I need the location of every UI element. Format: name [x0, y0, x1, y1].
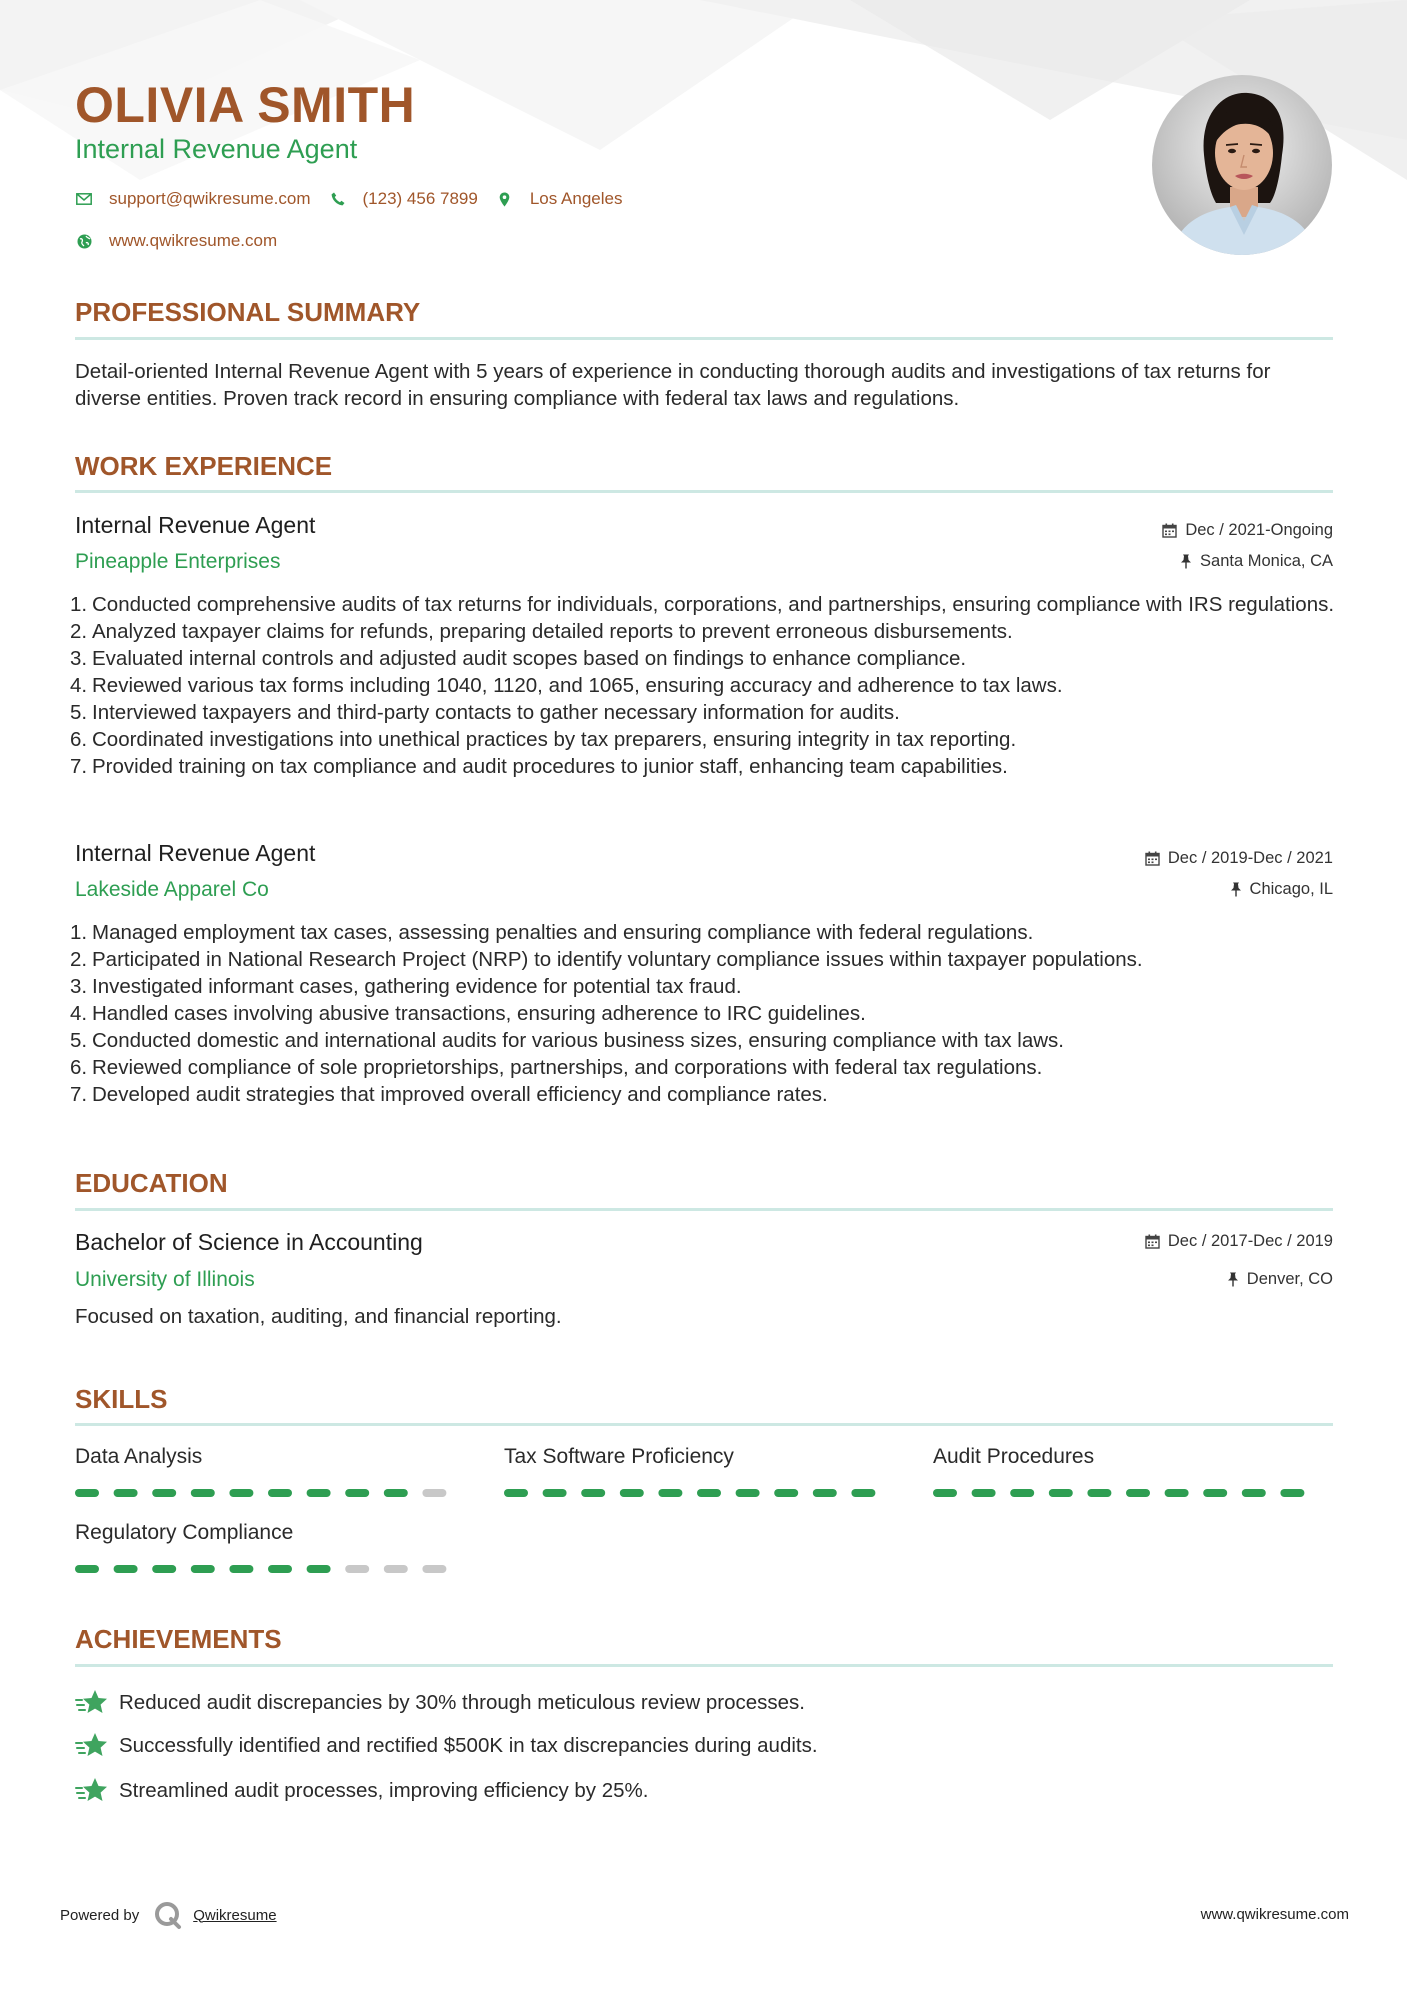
pin-icon [1227, 1272, 1239, 1287]
job-location [1180, 552, 1333, 571]
section-divider [75, 1664, 1333, 1667]
list-item: 5. Interviewed taxpayers and third-party contacts to gather necessary information for audits. [70, 701, 900, 724]
skill-level-bar [75, 1489, 455, 1497]
star-icon [75, 1688, 109, 1718]
skill-segment-filled [1126, 1489, 1150, 1497]
list-item: 4. Handled cases involving abusive transactions, ensuring adherence to IRC guidelines. [70, 1002, 866, 1025]
job-company: Pineapple Enterprises [75, 550, 281, 573]
experience-heading: WORK EXPERIENCE [75, 451, 333, 481]
skill-segment-filled [1087, 1489, 1111, 1497]
skill-segment-filled [307, 1489, 331, 1497]
skill-segment-filled [1165, 1489, 1189, 1497]
calendar-icon [1145, 851, 1160, 866]
globe-icon [75, 232, 93, 250]
skill-segment-filled [933, 1489, 957, 1497]
website-contact[interactable] [75, 231, 277, 251]
map-marker-icon [496, 190, 514, 208]
calendar-icon [1145, 1234, 1160, 1249]
section-divider [75, 490, 1333, 493]
education-location [1227, 1270, 1333, 1289]
calendar-icon [1162, 523, 1177, 538]
email-contact[interactable] [75, 189, 311, 209]
envelope-icon [75, 190, 93, 208]
summary-text: Detail-oriented Internal Revenue Agent with 5 years of experience in conducting thorough audits and investigations of tax returns for diverse entities. Proven track record in ensuring compliance with federal tax laws and regulations. [75, 360, 1271, 410]
skill-segment-filled [229, 1565, 253, 1573]
list-item: 7. Provided training on tax compliance and audit procedures to junior staff, enhancing team capabilities. [70, 755, 1008, 778]
job-responsibilities [70, 591, 1338, 780]
list-item: 6. Coordinated investigations into unethical practices by tax preparers, ensuring integrity in tax reporting. [70, 728, 1017, 751]
skill-name: Tax Software Proficiency [504, 1445, 734, 1468]
website-row [75, 231, 295, 251]
list-item: 7. Developed audit strategies that improved overall efficiency and compliance rates. [70, 1083, 828, 1106]
list-item: 2. Analyzed taxpayer claims for refunds, preparing detailed reports to prevent erroneous disbursements. [70, 620, 1013, 643]
skill-segment-filled [774, 1489, 798, 1497]
skill-segment-empty [422, 1565, 446, 1573]
skill-segment-filled [543, 1489, 567, 1497]
list-item: 1. Conducted comprehensive audits of tax returns for individuals, corporations, and partnerships, ensuring compliance with IRS regulations. [70, 593, 1335, 616]
education-description: Focused on taxation, auditing, and financial reporting. [75, 1305, 562, 1328]
skill-segment-filled [191, 1565, 215, 1573]
candidate-name: OLIVIA SMITH [75, 77, 416, 133]
skill-segment-filled [813, 1489, 837, 1497]
skill-segment-filled [1010, 1489, 1034, 1497]
skill-segment-filled [75, 1489, 99, 1497]
star-icon [75, 1776, 109, 1806]
skill-segment-filled [114, 1489, 138, 1497]
skill-segment-filled [152, 1489, 176, 1497]
section-divider [75, 1423, 1333, 1426]
skill-level-bar [504, 1489, 884, 1497]
skill-segment-filled [658, 1489, 682, 1497]
education-location-text: Denver, CO [1246, 1270, 1333, 1288]
email-text: support@qwikresume.com [109, 189, 311, 208]
location-contact [496, 189, 623, 209]
job-location [1230, 880, 1333, 899]
section-divider [75, 337, 1333, 340]
skill-level-bar [75, 1565, 455, 1573]
job-company: Lakeside Apparel Co [75, 878, 269, 901]
skill-segment-filled [1280, 1489, 1304, 1497]
skill-segment-filled [1242, 1489, 1266, 1497]
job-dates-text: Dec / 2021-Ongoing [1185, 521, 1333, 539]
school-name: University of Illinois [75, 1268, 255, 1291]
list-item: 4. Reviewed various tax forms including 1040, 1120, and 1065, ensuring accuracy and adherence to tax laws. [70, 674, 1063, 697]
job-dates-text: Dec / 2019-Dec / 2021 [1167, 849, 1333, 867]
list-item: 6. Reviewed compliance of sole proprietorships, partnerships, and corporations with federal tax regulations. [70, 1056, 1043, 1079]
list-item: 3. Investigated informant cases, gathering evidence for potential tax fraud. [70, 975, 742, 998]
skill-name: Regulatory Compliance [75, 1521, 294, 1544]
profile-photo [1152, 75, 1332, 255]
skill-segment-filled [114, 1565, 138, 1573]
skill-regulatory-compliance [75, 1521, 455, 1545]
powered-by-text: Powered by [60, 1906, 140, 1924]
skill-segment-filled [620, 1489, 644, 1497]
job-dates [1162, 521, 1333, 540]
qwikresume-link[interactable]: Qwikresume [193, 1906, 277, 1924]
achievement-item [75, 1731, 818, 1761]
section-divider [75, 1208, 1333, 1211]
skill-segment-filled [229, 1489, 253, 1497]
summary-heading: PROFESSIONAL SUMMARY [75, 297, 421, 327]
skill-segment-filled [1049, 1489, 1073, 1497]
skill-segment-filled [1203, 1489, 1227, 1497]
website-text: www.qwikresume.com [109, 231, 278, 250]
achievement-text: Streamlined audit processes, improving efficiency by 25%. [119, 1779, 649, 1802]
job-location-text: Chicago, IL [1249, 880, 1333, 898]
skill-segment-filled [697, 1489, 721, 1497]
skill-level-bar [933, 1489, 1313, 1497]
skill-segment-filled [307, 1565, 331, 1573]
skill-segment-filled [152, 1565, 176, 1573]
degree-title: Bachelor of Science in Accounting [75, 1229, 423, 1255]
achievement-item [75, 1776, 648, 1806]
achievement-item [75, 1688, 805, 1718]
job-title: Internal Revenue Agent [75, 512, 316, 538]
skill-segment-filled [268, 1565, 292, 1573]
skill-tax-software [504, 1445, 884, 1469]
achievement-text: Reduced audit discrepancies by 30% through meticulous review processes. [119, 1691, 805, 1714]
phone-icon [329, 190, 347, 208]
contact-row [75, 189, 640, 209]
skill-segment-empty [422, 1489, 446, 1497]
location-text: Los Angeles [529, 189, 623, 208]
list-item: 1. Managed employment tax cases, assessing penalties and ensuring compliance with federal regulations. [70, 921, 1034, 944]
job-dates [1145, 849, 1333, 868]
phone-contact[interactable] [329, 189, 478, 209]
qwikresume-logo-icon [153, 1900, 183, 1930]
skill-segment-empty [384, 1565, 408, 1573]
education-dates-text: Dec / 2017-Dec / 2019 [1167, 1232, 1333, 1250]
phone-text: (123) 456 7899 [362, 189, 478, 208]
pin-icon [1230, 882, 1242, 897]
achievement-text: Successfully identified and rectified $500K in tax discrepancies during audits. [119, 1734, 818, 1757]
footer-branding [60, 1900, 277, 1930]
job-location-text: Santa Monica, CA [1200, 552, 1333, 570]
skills-heading: SKILLS [75, 1384, 168, 1414]
job-responsibilities [70, 919, 1338, 1108]
skill-audit-procedures [933, 1445, 1313, 1469]
education-dates [1145, 1232, 1333, 1251]
candidate-title: Internal Revenue Agent [75, 134, 358, 164]
skill-segment-filled [736, 1489, 760, 1497]
skill-name: Audit Procedures [933, 1445, 1095, 1468]
skill-segment-filled [191, 1489, 215, 1497]
skill-name: Data Analysis [75, 1445, 203, 1468]
education-heading: EDUCATION [75, 1168, 228, 1198]
achievements-heading: ACHIEVEMENTS [75, 1624, 282, 1654]
list-item: 3. Evaluated internal controls and adjusted audit scopes based on findings to enhance compliance. [70, 647, 967, 670]
pin-icon [1180, 554, 1192, 569]
skill-segment-filled [851, 1489, 875, 1497]
skill-segment-filled [345, 1489, 369, 1497]
skill-segment-filled [972, 1489, 996, 1497]
skill-segment-filled [581, 1489, 605, 1497]
skill-segment-filled [75, 1565, 99, 1573]
list-item: 5. Conducted domestic and international audits for various business sizes, ensuring compliance with tax laws. [70, 1029, 1064, 1052]
job-title: Internal Revenue Agent [75, 840, 316, 866]
star-icon [75, 1731, 109, 1761]
skill-segment-empty [345, 1565, 369, 1573]
skill-data-analysis [75, 1445, 455, 1469]
footer-website[interactable]: www.qwikresume.com [1200, 1906, 1349, 1923]
skill-segment-filled [384, 1489, 408, 1497]
skill-segment-filled [504, 1489, 528, 1497]
skill-segment-filled [268, 1489, 292, 1497]
list-item: 2. Participated in National Research Project (NRP) to identify voluntary compliance issues within taxpayer populations. [70, 948, 1143, 971]
